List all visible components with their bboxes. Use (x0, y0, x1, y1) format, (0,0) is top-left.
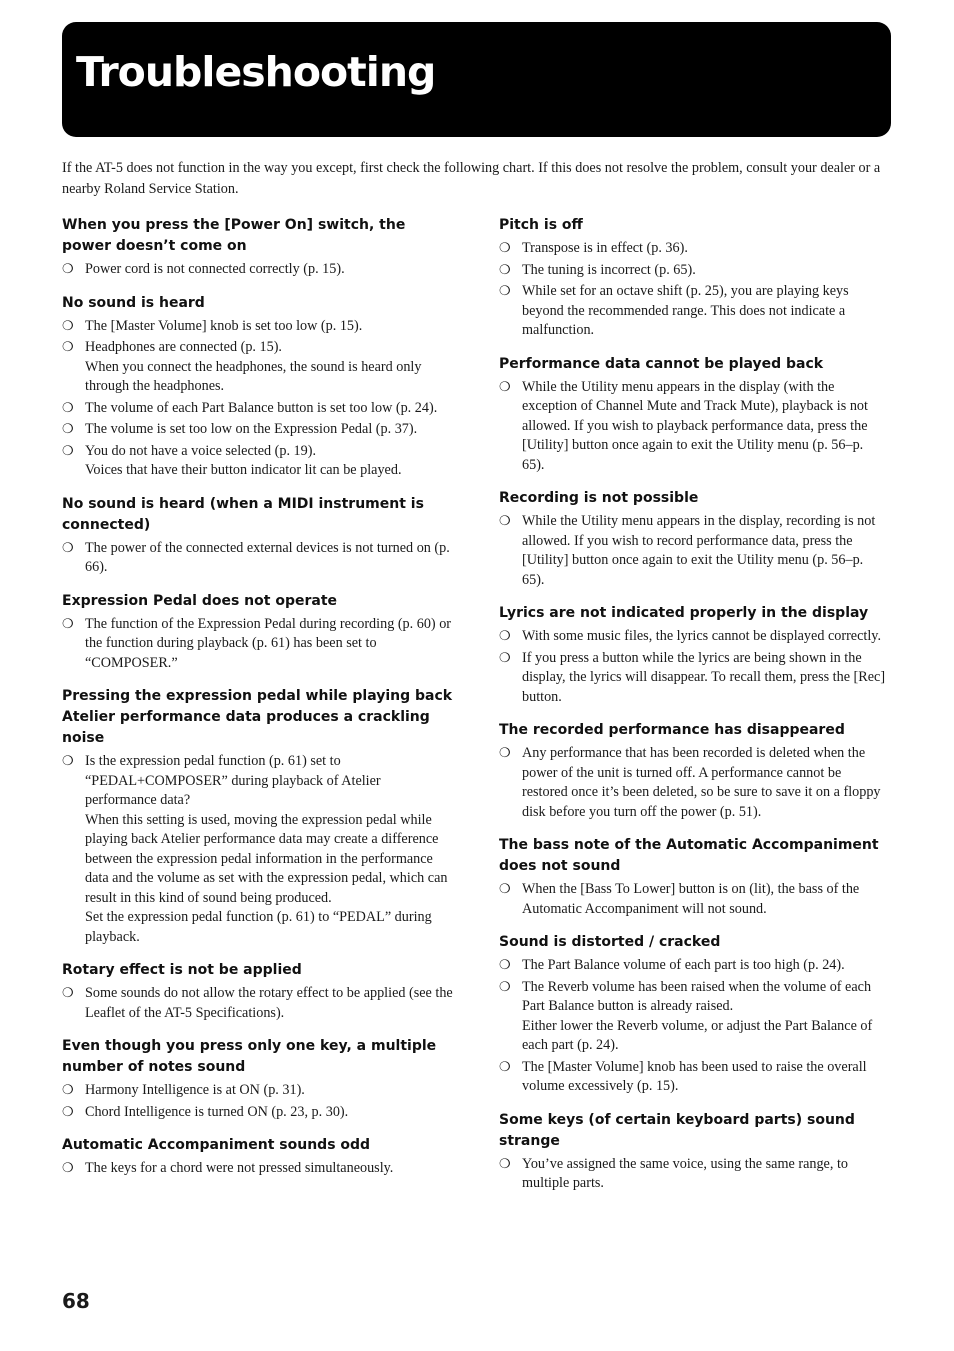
item-text: The Part Balance volume of each part is too high (p. 24). (522, 957, 845, 973)
item-text: When the [Bass To Lower] button is on (lit), the bass of the Automatic Accompaniment will not sound. (522, 881, 860, 917)
item-text: Is the expression pedal function (p. 61) set to “PEDAL+COMPOSER” during playback of Atelier performance data? (85, 753, 381, 808)
item-text: The power of the connected external devices is not turned on (p. 66). (85, 539, 450, 575)
list-item (499, 744, 889, 822)
checkbox-bullet-icon: ❍ (499, 979, 511, 995)
item-list (62, 984, 454, 1023)
item-list (499, 956, 889, 1097)
list-item (62, 399, 454, 419)
item-text: Chord Intelligence is turned ON (p. 23, p. 30). (85, 1103, 349, 1120)
page-header (62, 22, 891, 137)
troubleshooting-section (499, 720, 889, 822)
list-item (499, 627, 889, 647)
item-text: With some music files, the lyrics cannot be displayed correctly. (522, 628, 882, 644)
list-item (499, 956, 889, 976)
list-item (499, 512, 889, 590)
section-heading: The bass note of the Automatic Accompaniment does not sound (499, 837, 879, 874)
item-list (62, 317, 454, 481)
right-column (499, 215, 889, 1207)
item-text: Some sounds do not allow the rotary effect to be applied (see the Leaflet of the AT-5 Specifications). (85, 985, 453, 1021)
item-text: Any performance that has been recorded is deleted when the power of the unit is turned off. A performance cannot be restored once it’s been deleted, so be sure to save it on a floppy disk before you turn off the power (p. 51). (522, 745, 881, 820)
item-note: Either lower the Reverb volume, or adjust the Part Balance of each part (p. 24). (522, 1017, 873, 1053)
troubleshooting-section (499, 215, 889, 341)
section-heading: Expression Pedal does not operate (62, 592, 338, 609)
section-heading: No sound is heard (62, 294, 205, 311)
section-heading: Sound is distorted / cracked (499, 934, 721, 950)
item-text: The tuning is incorrect (p. 65). (522, 261, 696, 278)
troubleshooting-section (62, 960, 454, 1023)
item-list (499, 627, 889, 707)
list-item (62, 338, 454, 397)
list-item (499, 1155, 889, 1194)
checkbox-bullet-icon: ❍ (62, 443, 74, 459)
page-number: 68 (62, 1289, 90, 1313)
list-item (499, 378, 889, 476)
item-text: The volume is set too low on the Expression Pedal (p. 37). (85, 421, 418, 437)
checkbox-bullet-icon: ❍ (62, 754, 74, 769)
item-note: When this setting is used, moving the expression pedal while playing back Atelier performance data may create a difference between the expression pedal information in the performance data and the volume as set with the expression pedal, which can result in this kind of sound being produced. (85, 811, 448, 906)
checkbox-bullet-icon: ❍ (62, 616, 74, 632)
list-item (62, 442, 454, 481)
section-heading: The recorded performance has disappeared (499, 722, 845, 738)
checkbox-bullet-icon: ❍ (499, 241, 511, 256)
section-heading: Automatic Accompaniment sounds odd (62, 1137, 371, 1153)
intro-paragraph: If the AT-5 does not function in the way you except, first check the following chart. If this does not resolve the problem, consult your dealer or a nearby Roland Service Station. (62, 160, 881, 197)
list-item (62, 1159, 454, 1179)
list-item (62, 317, 454, 337)
list-item (499, 261, 889, 281)
item-text: Harmony Intelligence is at ON (p. 31). (85, 1082, 305, 1098)
checkbox-bullet-icon: ❍ (499, 379, 511, 395)
list-item (62, 539, 454, 578)
checkbox-bullet-icon: ❍ (62, 340, 74, 355)
troubleshooting-section (499, 932, 889, 1097)
list-item (499, 282, 889, 341)
item-list (62, 1159, 454, 1179)
list-item (62, 1103, 454, 1123)
item-text: You’ve assigned the same voice, using the same range, to multiple parts. (522, 1155, 848, 1191)
item-text: Headphones are connected (p. 15). (85, 339, 282, 355)
item-note: When you connect the headphones, the sound is heard only through the headphones. (85, 358, 422, 394)
list-item (62, 260, 454, 280)
checkbox-bullet-icon: ❍ (62, 1083, 74, 1098)
item-text: While the Utility menu appears in the display, recording is not allowed. If you wish to record performance data, press the [Utility] button once again to exit the Utility menu (p. 56–p. 65). (522, 513, 876, 588)
section-heading: Lyrics are not indicated properly in the display (499, 605, 869, 621)
item-list (62, 752, 454, 947)
item-text: Power cord is not connected correctly (p. 15). (85, 261, 345, 277)
section-heading: Pitch is off (499, 217, 583, 233)
page-title: Troubleshooting (76, 48, 436, 96)
checkbox-bullet-icon: ❍ (62, 318, 74, 334)
checkbox-bullet-icon: ❍ (499, 1156, 511, 1172)
checkbox-bullet-icon: ❍ (499, 629, 511, 644)
list-item (62, 752, 454, 947)
checkbox-bullet-icon: ❍ (62, 422, 74, 437)
item-list (499, 1155, 889, 1194)
checkbox-bullet-icon: ❍ (499, 650, 511, 666)
list-item (62, 1081, 454, 1101)
section-heading: Some keys (of certain keyboard parts) sound strange (499, 1111, 855, 1149)
checkbox-bullet-icon: ❍ (499, 746, 511, 761)
checkbox-bullet-icon: ❍ (499, 1059, 511, 1075)
section-heading: Rotary effect is not be applied (62, 962, 302, 978)
item-text: The function of the Expression Pedal during recording (p. 60) or the function during playback (p. 61) has been set to “COMPOSER.” (85, 615, 452, 671)
item-note: Set the expression pedal function (p. 61) to “PEDAL” during playback. (85, 909, 432, 945)
list-item (499, 1058, 889, 1097)
item-text: Transpose is in effect (p. 36). (522, 240, 688, 256)
section-heading: Recording is not possible (499, 490, 699, 506)
item-text: The keys for a chord were not pressed simultaneously. (85, 1160, 394, 1176)
section-heading: Pressing the expression pedal while playing back Atelier performance data produces a crackling noise (62, 688, 453, 746)
item-text: If you press a button while the lyrics are being shown in the display, the lyrics will disappear. To recall them, press the [Rec] button. (522, 649, 886, 705)
checkbox-bullet-icon: ❍ (62, 1104, 74, 1120)
list-item (62, 420, 454, 440)
item-text: The Reverb volume has been raised when the volume of each Part Balance button is already raised. (522, 978, 872, 1014)
item-list (499, 239, 889, 341)
checkbox-bullet-icon: ❍ (62, 400, 74, 416)
section-heading: Even though you press only one key, a multiple number of notes sound (62, 1038, 437, 1075)
troubleshooting-section (62, 215, 454, 280)
checkbox-bullet-icon: ❍ (499, 262, 511, 278)
left-column (62, 215, 454, 1192)
troubleshooting-section (499, 835, 889, 919)
list-item (62, 615, 454, 674)
item-list (62, 260, 454, 280)
item-list (62, 539, 454, 578)
list-item (62, 984, 454, 1023)
item-list (499, 880, 889, 919)
item-text: The [Master Volume] knob has been used to raise the overall volume excessively (p. 15). (522, 1058, 867, 1094)
troubleshooting-section (62, 494, 454, 578)
item-text: While the Utility menu appears in the display (with the exception of Channel Mute and Track Mute), playback is not allowed. If you wish to playback performance data, press the [Utility] button once again to exit the Utility menu (p. 56–p. 65). (522, 378, 868, 473)
section-heading: When you press the [Power On] switch, the power doesn’t come on (62, 217, 406, 254)
checkbox-bullet-icon: ❍ (62, 262, 74, 277)
troubleshooting-section (499, 1110, 889, 1194)
checkbox-bullet-icon: ❍ (62, 986, 74, 1001)
item-list (62, 1081, 454, 1122)
list-item (499, 239, 889, 259)
troubleshooting-section (62, 686, 454, 947)
checkbox-bullet-icon: ❍ (499, 284, 511, 299)
section-heading: Performance data cannot be played back (499, 355, 824, 372)
troubleshooting-section (62, 293, 454, 481)
list-item (499, 880, 889, 919)
checkbox-bullet-icon: ❍ (499, 882, 511, 897)
item-list (499, 378, 889, 476)
section-heading: No sound is heard (when a MIDI instrument is connected) (62, 495, 424, 533)
checkbox-bullet-icon: ❍ (499, 958, 511, 973)
item-text: The volume of each Part Balance button is set too low (p. 24). (85, 399, 438, 416)
troubleshooting-section (499, 488, 889, 590)
item-text: The [Master Volume] knob is set too low (p. 15). (85, 317, 363, 334)
troubleshooting-section (62, 1135, 454, 1179)
item-list (62, 615, 454, 674)
troubleshooting-section (499, 354, 889, 476)
checkbox-bullet-icon: ❍ (62, 540, 74, 556)
item-note: Voices that have their button indicator lit can be played. (85, 462, 402, 478)
troubleshooting-section (62, 591, 454, 674)
list-item (499, 978, 889, 1056)
item-list (499, 744, 889, 822)
checkbox-bullet-icon: ❍ (499, 514, 511, 529)
checkbox-bullet-icon: ❍ (62, 1161, 74, 1176)
troubleshooting-section (62, 1036, 454, 1122)
item-list (499, 512, 889, 590)
item-text: You do not have a voice selected (p. 19). (85, 442, 317, 459)
item-text: While set for an octave shift (p. 25), you are playing keys beyond the recommended range. This does not indicate a malfunction. (522, 283, 849, 338)
list-item (499, 649, 889, 708)
troubleshooting-section (499, 603, 889, 707)
